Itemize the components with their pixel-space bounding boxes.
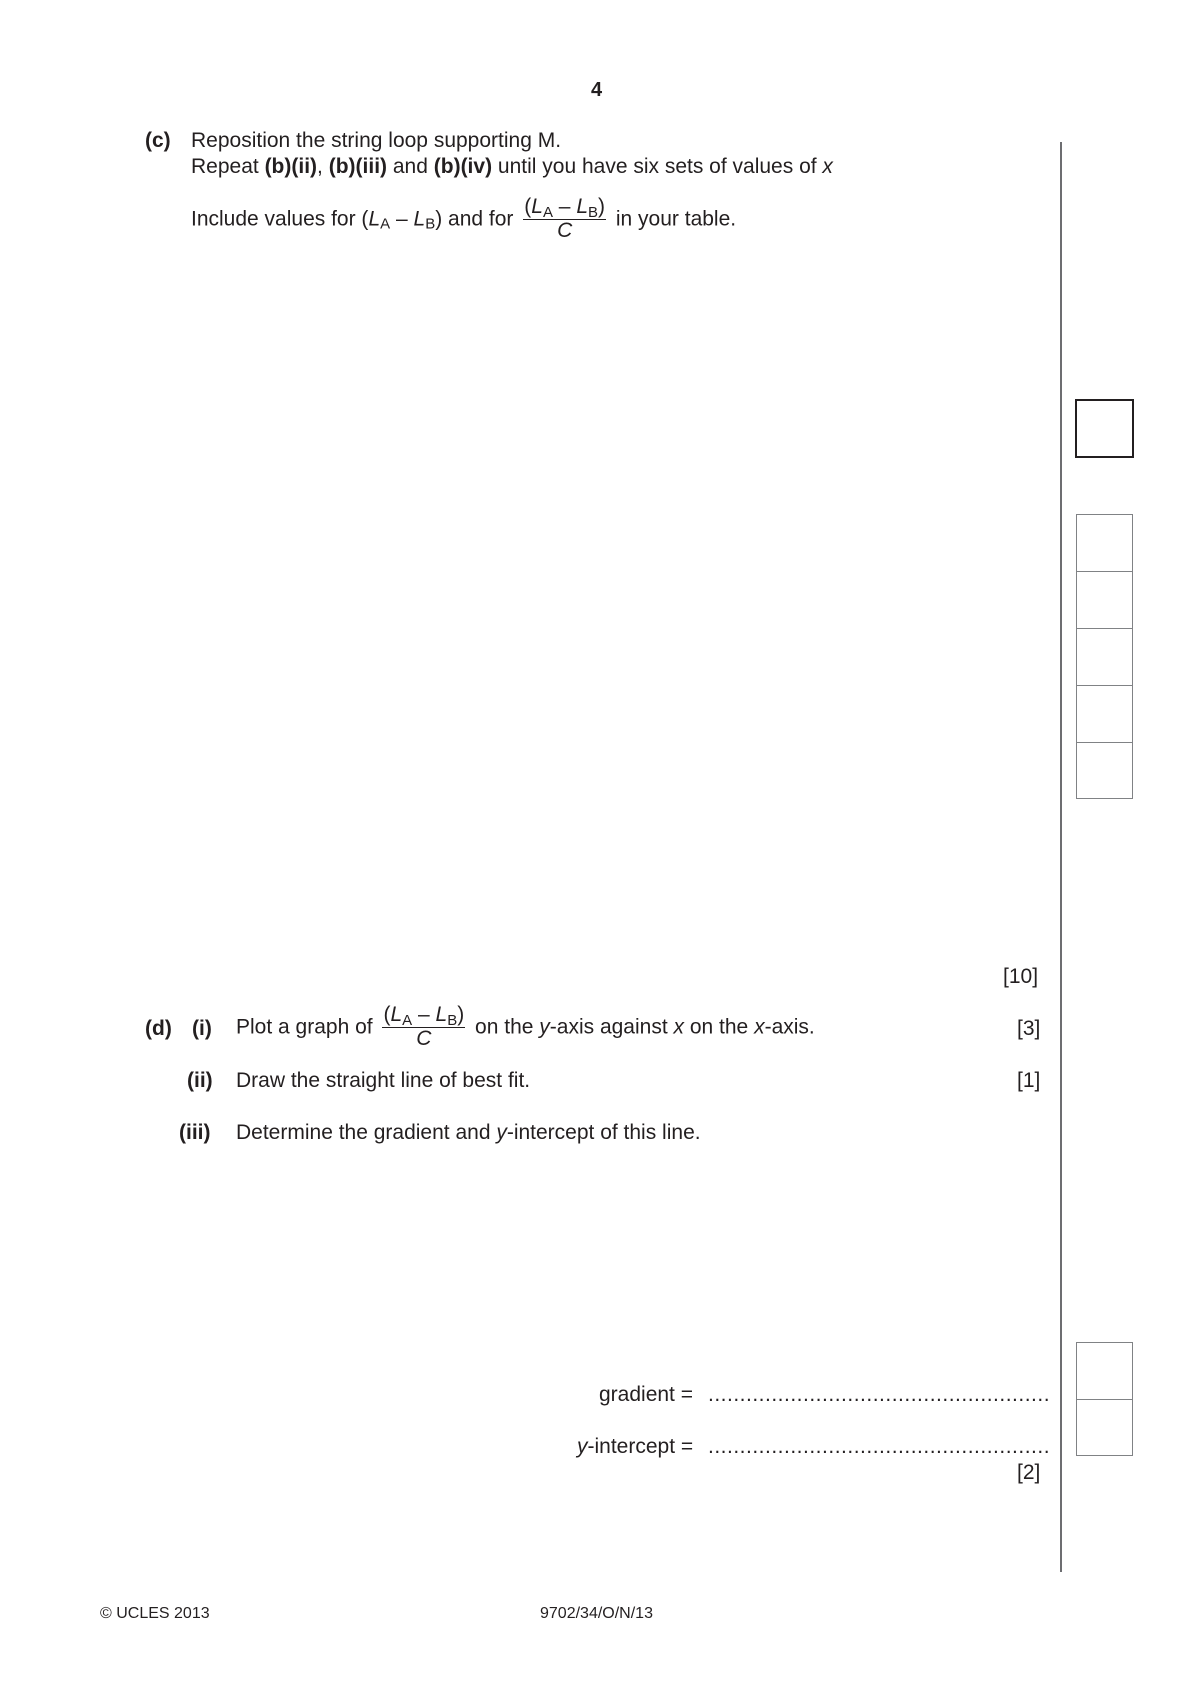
text: ) and for bbox=[435, 207, 514, 231]
part-c-line1: Reposition the string loop supporting M. bbox=[191, 129, 562, 152]
part-c-label: (c) bbox=[145, 129, 171, 152]
text: Include values for ( bbox=[191, 207, 369, 231]
var-x: x bbox=[673, 1015, 685, 1039]
text: and bbox=[387, 155, 434, 178]
text: -intercept of this line. bbox=[506, 1121, 701, 1144]
var-L: L bbox=[413, 207, 426, 231]
page-number: 4 bbox=[591, 79, 603, 101]
mark-box bbox=[1076, 1399, 1133, 1456]
mark-box bbox=[1076, 1342, 1133, 1400]
paren-open: ( bbox=[383, 1003, 391, 1026]
sub-B: B bbox=[588, 204, 599, 221]
paren-open: ( bbox=[524, 195, 532, 218]
var-L: L bbox=[531, 195, 543, 218]
var-x: x bbox=[822, 155, 833, 178]
gradient-answer-line[interactable]: ...................................................... bbox=[708, 1383, 1051, 1406]
text: -intercept = bbox=[587, 1435, 694, 1458]
var-L: L bbox=[390, 1003, 403, 1026]
minus: – bbox=[412, 1003, 436, 1026]
ref-biii: (b)(iii) bbox=[328, 155, 388, 178]
text: , bbox=[317, 155, 329, 178]
text: on the bbox=[684, 1015, 755, 1039]
paren-close: ) bbox=[457, 1003, 465, 1026]
part-d-ii-label: (ii) bbox=[187, 1069, 213, 1092]
var-L: L bbox=[435, 1003, 448, 1026]
var-L: L bbox=[576, 195, 589, 218]
fraction-la-lb-over-c bbox=[523, 196, 606, 242]
margin-rule bbox=[1060, 142, 1062, 1572]
minus: – bbox=[552, 195, 577, 218]
text: -axis against bbox=[549, 1015, 674, 1039]
mark-box bbox=[1076, 685, 1133, 743]
part-d-ii-mark: [1] bbox=[1017, 1069, 1041, 1092]
ref-bii: (b)(ii) bbox=[264, 155, 318, 178]
text: on the bbox=[475, 1015, 540, 1039]
examiner-box bbox=[1075, 399, 1134, 458]
fraction-numerator bbox=[523, 196, 606, 220]
y-intercept-label bbox=[577, 1436, 693, 1457]
text: until you have six sets of values of bbox=[492, 155, 823, 178]
y-intercept-answer-line[interactable]: ...................................................... bbox=[708, 1435, 1051, 1458]
paren-close: ) bbox=[598, 195, 606, 218]
ref-biv: (b)(iv) bbox=[433, 155, 493, 178]
sub-A: A bbox=[542, 204, 553, 221]
part-c-line2 bbox=[191, 156, 833, 177]
gradient-label: gradient = bbox=[599, 1383, 693, 1406]
text: Plot a graph of bbox=[236, 1015, 373, 1039]
var-y: y bbox=[539, 1015, 550, 1039]
var-L: L bbox=[368, 207, 381, 231]
mark-box bbox=[1076, 571, 1133, 629]
mark-box bbox=[1076, 742, 1133, 799]
part-c-mark: [10] bbox=[1003, 965, 1039, 988]
part-d-i-text bbox=[236, 1004, 815, 1050]
fraction-denominator: C bbox=[416, 1027, 432, 1050]
text: -axis. bbox=[764, 1015, 815, 1039]
sub-B: B bbox=[447, 1012, 458, 1029]
var-x: x bbox=[754, 1015, 765, 1039]
var-y: y bbox=[496, 1121, 507, 1144]
fraction-numerator bbox=[382, 1004, 465, 1028]
part-d-i-mark: [3] bbox=[1017, 1017, 1041, 1040]
part-d-mark: [2] bbox=[1017, 1461, 1041, 1484]
footer-copyright: © UCLES 2013 bbox=[100, 1605, 210, 1622]
sub-A: A bbox=[402, 1012, 413, 1029]
fraction-la-lb-over-c bbox=[382, 1004, 465, 1050]
text: in your table. bbox=[615, 207, 737, 231]
part-d-label: (d) bbox=[145, 1017, 172, 1040]
mark-box bbox=[1076, 628, 1133, 686]
mark-box bbox=[1076, 514, 1133, 572]
part-d-ii-text: Draw the straight line of best fit. bbox=[236, 1069, 531, 1092]
part-d-i-label: (i) bbox=[192, 1017, 212, 1040]
var-y: y bbox=[577, 1435, 588, 1458]
text: – bbox=[390, 207, 414, 231]
part-d-iii-text bbox=[236, 1122, 701, 1143]
sub-B: B bbox=[425, 215, 436, 233]
fraction-denominator: C bbox=[557, 219, 573, 242]
text: Repeat bbox=[191, 155, 265, 178]
sub-A: A bbox=[380, 215, 391, 233]
footer-code: 9702/34/O/N/13 bbox=[540, 1605, 653, 1622]
part-c-line3 bbox=[191, 196, 736, 242]
part-d-iii-label: (iii) bbox=[179, 1121, 211, 1144]
text: Determine the gradient and bbox=[236, 1121, 497, 1144]
